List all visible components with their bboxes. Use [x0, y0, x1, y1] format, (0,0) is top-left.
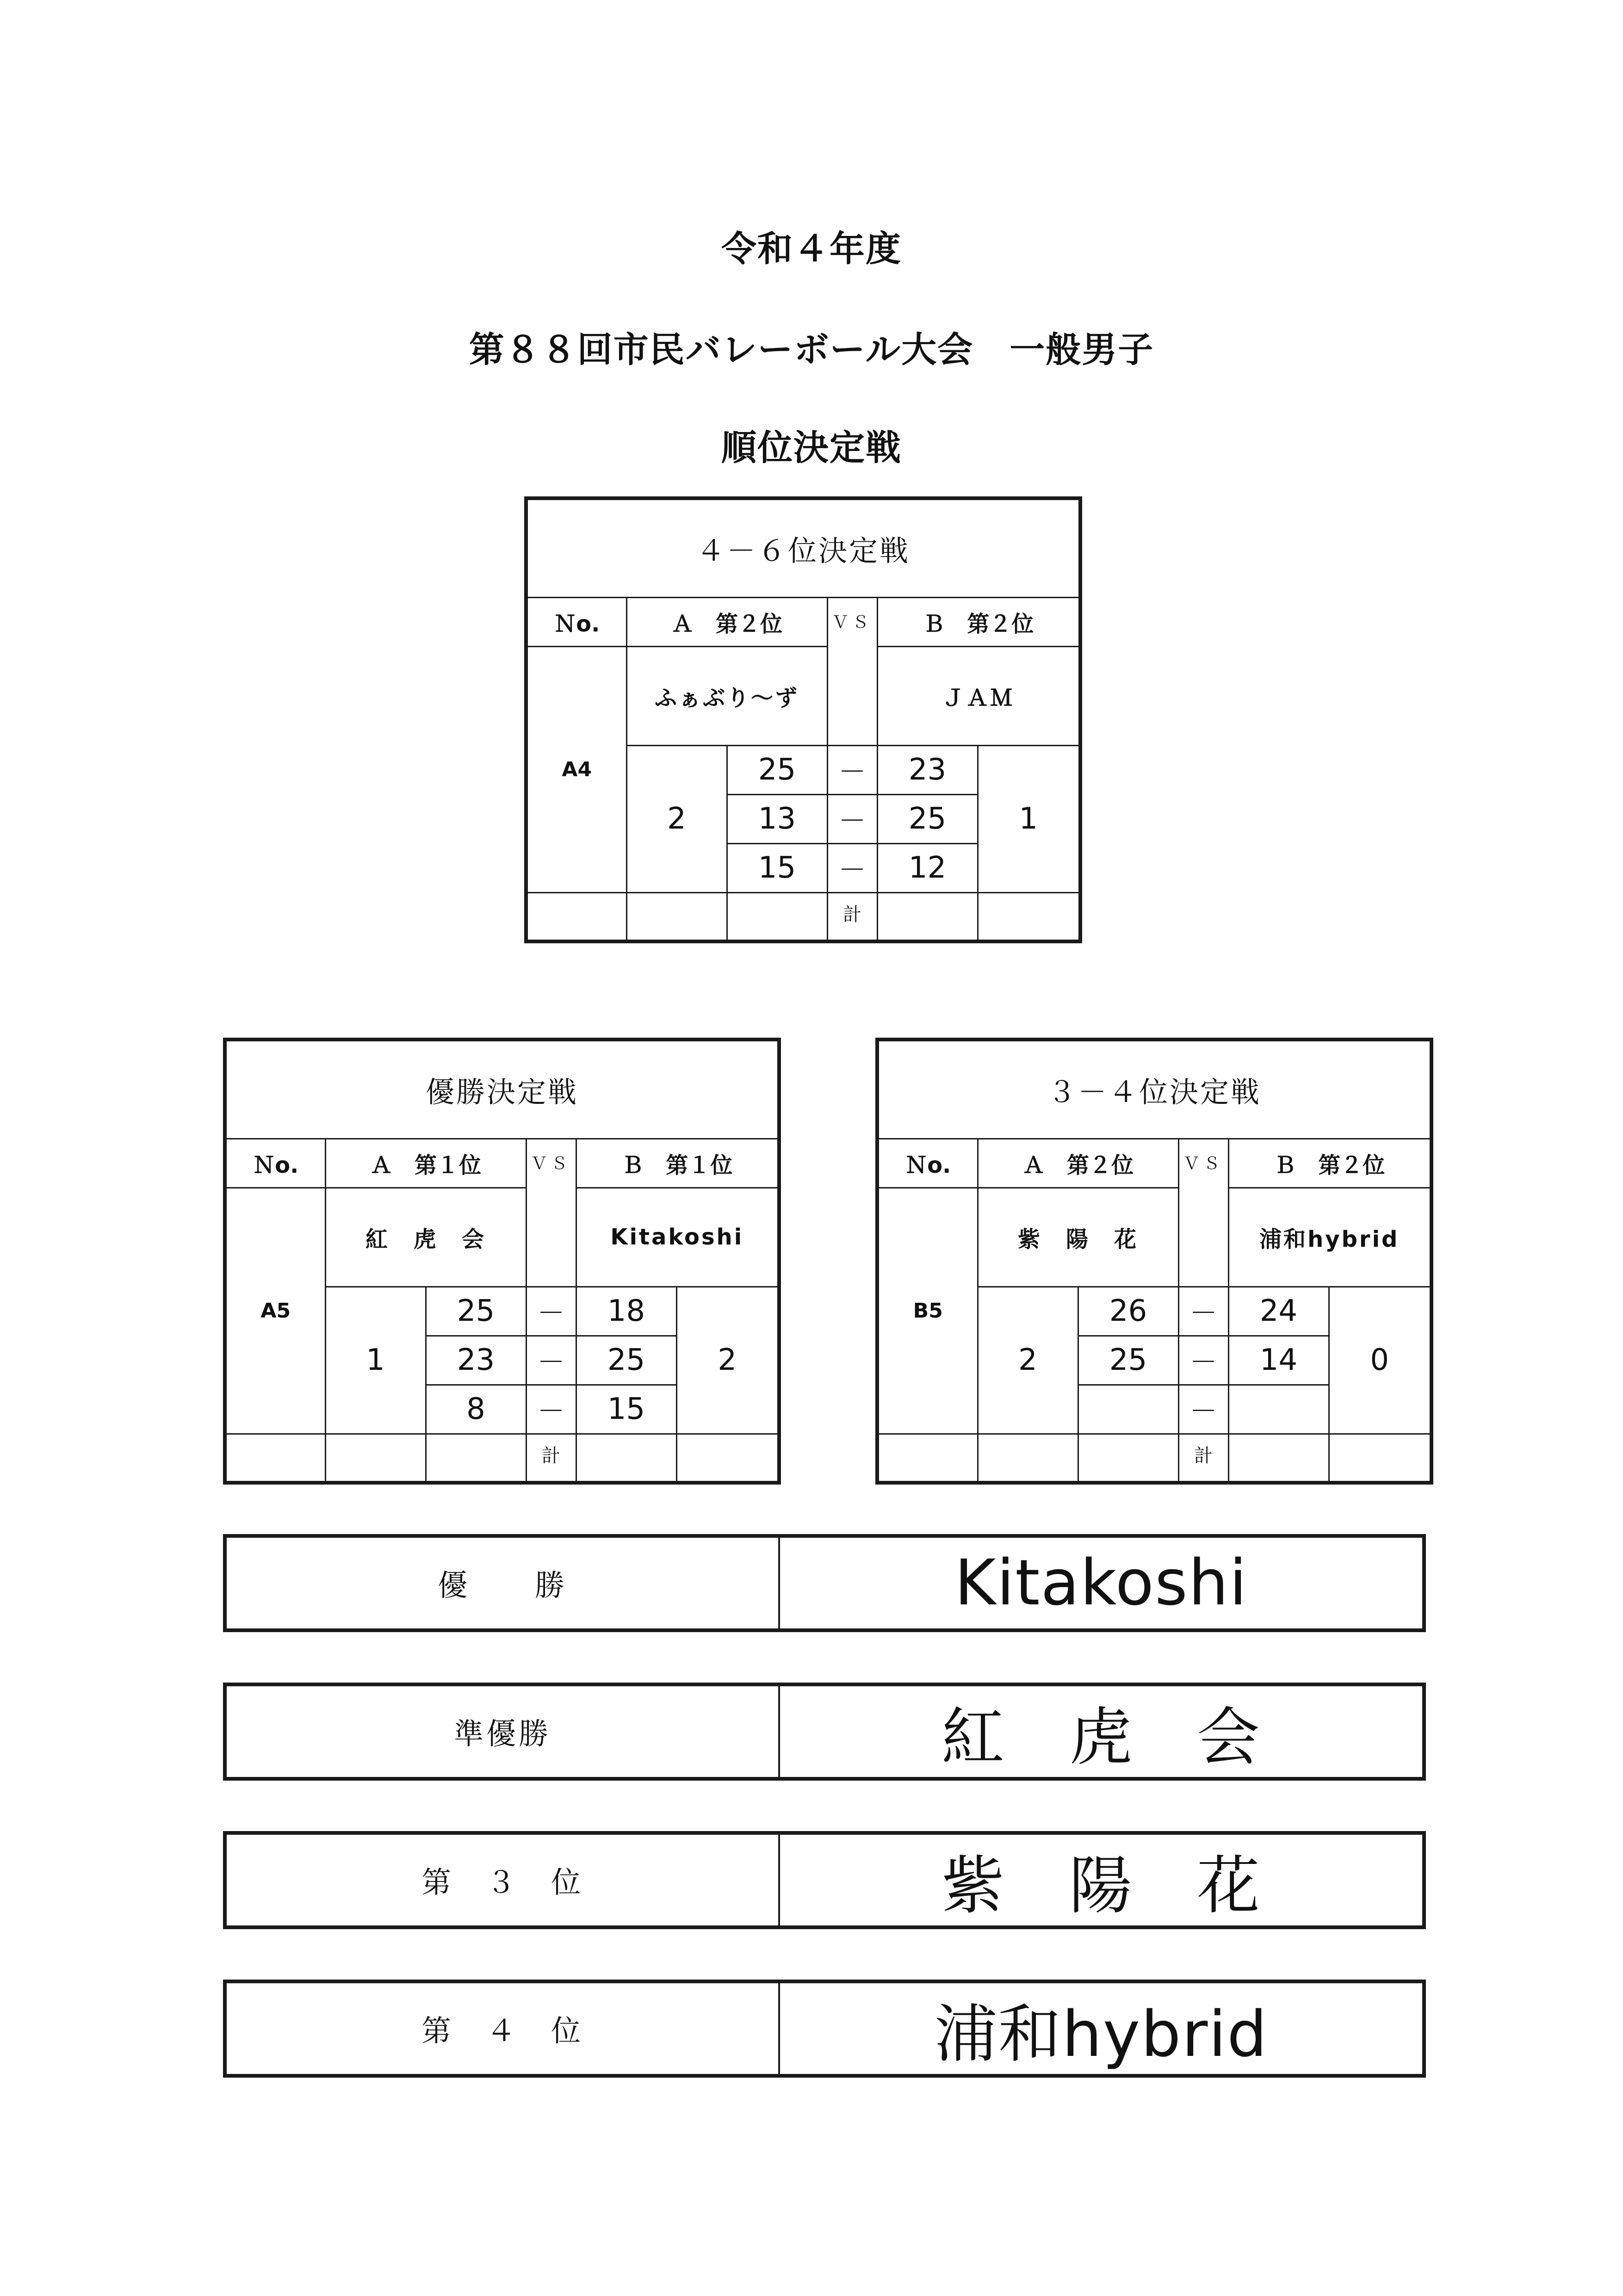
set-1-score-b: 18 — [576, 1287, 676, 1336]
match-title: ３－４位決定戦 — [877, 1040, 1431, 1139]
total-label: 計 — [1178, 1434, 1228, 1483]
set-1-dash: － — [827, 745, 877, 794]
set-2-dash: － — [1178, 1336, 1228, 1385]
total-cell — [676, 1434, 779, 1483]
set-3-score-a: 8 — [426, 1385, 526, 1434]
set-2-score-b: 25 — [576, 1336, 676, 1385]
total-cell — [1078, 1434, 1178, 1483]
total-cell — [877, 892, 978, 941]
no-header: Ｎo. — [877, 1139, 978, 1188]
set-3-dash: － — [526, 1385, 576, 1434]
set-1-score-a: 25 — [727, 745, 827, 794]
team-a-name: 紫 陽 花 — [978, 1188, 1178, 1287]
team-a-header: Ａ 第２位 — [626, 597, 827, 646]
set-1-score-a: 26 — [1078, 1287, 1178, 1336]
year-heading: 令和４年度 — [721, 228, 902, 269]
vs-label: ＶＳ — [827, 597, 877, 745]
set-3-score-b: 15 — [576, 1385, 676, 1434]
team-b-name: ＪＡＭ — [877, 646, 1080, 745]
set-2-score-a: 23 — [426, 1336, 526, 1385]
match-number: A5 — [225, 1188, 325, 1434]
team-a-sets-won: 2 — [978, 1287, 1078, 1434]
stage-heading: 順位決定戦 — [721, 427, 902, 468]
final-match-table — [223, 1038, 781, 1485]
set-2-score-a: 13 — [727, 794, 827, 843]
team-a-sets-won: 1 — [325, 1287, 426, 1434]
team-b-name: Kitakoshi — [576, 1188, 779, 1287]
team-b-header: Ｂ 第２位 — [1228, 1139, 1431, 1188]
result-label: 第 ３ 位 — [227, 1835, 780, 1925]
team-b-sets-won: 1 — [978, 745, 1080, 892]
set-2-score-b: 14 — [1228, 1336, 1329, 1385]
total-cell — [526, 892, 626, 941]
total-cell — [1329, 1434, 1431, 1483]
total-cell — [576, 1434, 676, 1483]
team-b-header: Ｂ 第１位 — [576, 1139, 779, 1188]
set-3-score-a — [1078, 1385, 1178, 1434]
result-team: 紅 虎 会 — [942, 1701, 1261, 1774]
result-fourth-row — [223, 1980, 1426, 2078]
total-cell — [626, 892, 727, 941]
result-team: Kitakoshi — [954, 1547, 1248, 1620]
set-3-dash: － — [1178, 1385, 1228, 1434]
total-cell — [727, 892, 827, 941]
total-cell — [877, 1434, 978, 1483]
team-b-header: Ｂ 第２位 — [877, 597, 1080, 646]
total-label: 計 — [526, 1434, 576, 1483]
result-team: 紫 陽 花 — [942, 1850, 1261, 1923]
match-title: ４－６位決定戦 — [526, 498, 1080, 597]
set-3-score-b: 12 — [877, 843, 978, 892]
match-3-4-table — [875, 1038, 1433, 1485]
vs-label: ＶＳ — [526, 1139, 576, 1287]
set-2-dash: － — [526, 1336, 576, 1385]
result-runner-up-row — [223, 1683, 1426, 1781]
match-number: B5 — [877, 1188, 978, 1434]
team-a-header: Ａ 第１位 — [325, 1139, 526, 1188]
total-cell — [978, 1434, 1078, 1483]
set-2-dash: － — [827, 794, 877, 843]
set-2-score-b: 25 — [877, 794, 978, 843]
no-header: Ｎo. — [526, 597, 626, 646]
match-4-6-table — [524, 496, 1082, 943]
match-number: A4 — [526, 646, 626, 892]
total-label: 計 — [827, 892, 877, 941]
team-b-sets-won: 2 — [676, 1287, 779, 1434]
result-team: 浦和hybrid — [934, 1998, 1268, 2071]
total-cell — [1228, 1434, 1329, 1483]
set-3-dash: － — [827, 843, 877, 892]
set-2-score-a: 25 — [1078, 1336, 1178, 1385]
set-1-dash: － — [526, 1287, 576, 1336]
team-b-sets-won: 0 — [1329, 1287, 1431, 1434]
result-champion-row — [223, 1534, 1426, 1632]
total-cell — [325, 1434, 426, 1483]
match-title: 優勝決定戦 — [225, 1040, 779, 1139]
result-label: 第 ４ 位 — [227, 1983, 780, 2074]
set-1-score-a: 25 — [426, 1287, 526, 1336]
team-a-header: Ａ 第２位 — [978, 1139, 1178, 1188]
team-a-name: 紅 虎 会 — [325, 1188, 526, 1287]
set-1-dash: － — [1178, 1287, 1228, 1336]
set-3-score-b — [1228, 1385, 1329, 1434]
team-b-name: 浦和hybrid — [1228, 1188, 1431, 1287]
set-1-score-b: 24 — [1228, 1287, 1329, 1336]
tournament-heading: 第８８回市民バレーボール大会 一般男子 — [469, 329, 1154, 370]
total-cell — [225, 1434, 325, 1483]
no-header: Ｎo. — [225, 1139, 325, 1188]
result-label: 優 勝 — [227, 1538, 780, 1628]
team-a-sets-won: 2 — [626, 745, 727, 892]
team-a-name: ふぁぶり～ず — [626, 646, 827, 745]
vs-label: ＶＳ — [1178, 1139, 1228, 1287]
total-cell — [978, 892, 1080, 941]
result-third-row — [223, 1831, 1426, 1929]
total-cell — [426, 1434, 526, 1483]
result-label: 準優勝 — [227, 1686, 780, 1777]
set-3-score-a: 15 — [727, 843, 827, 892]
set-1-score-b: 23 — [877, 745, 978, 794]
